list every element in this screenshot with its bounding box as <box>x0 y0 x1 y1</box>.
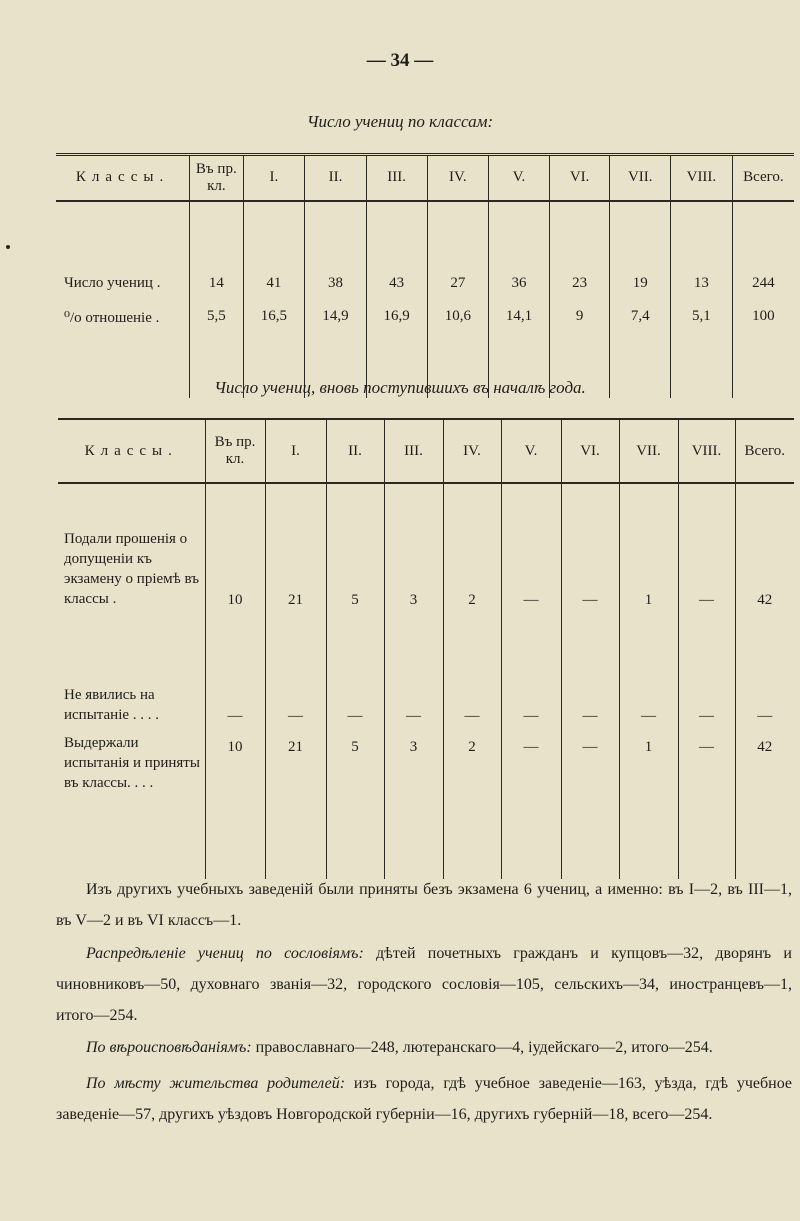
row-label: Число учениц . <box>64 274 161 291</box>
new-admissions-table <box>58 418 794 879</box>
table-row <box>58 733 794 879</box>
table-header-row <box>56 155 794 201</box>
row-label: Выдержали испытанія и приняты въ классы. . . . <box>64 735 200 791</box>
paragraph-text: изъ города, гдѣ учебное заведеніе—163, уѣзда, гдѣ учебное заведеніе—57, другихъ уѣздовъ Новгородской губерніи—16, другихъ губерній—18, всего—254. <box>56 1075 792 1123</box>
table-cell: — <box>678 733 735 879</box>
table-cell: 16,5 <box>243 296 305 398</box>
table-cell: 14 <box>190 201 243 296</box>
table-cell: — <box>561 483 619 617</box>
paragraph-residence <box>56 1068 792 1130</box>
paragraph-lead: По вѣроисповѣданіямъ: <box>86 1039 252 1056</box>
table-cell: — <box>501 617 561 733</box>
paragraph-transfers <box>56 874 792 936</box>
table-cell: 9 <box>549 296 610 398</box>
paragraph-lead: По мѣсту жительства родителей: <box>86 1075 346 1092</box>
table-cell: 5,5 <box>190 296 243 398</box>
table-cell: 38 <box>305 201 367 296</box>
header-cell: IV. <box>427 155 489 201</box>
page-number: — 34 — <box>366 50 434 71</box>
table-cell: 27 <box>427 201 489 296</box>
table-row <box>58 483 794 617</box>
header-cell: II. <box>326 419 384 483</box>
table-cell: 10 <box>205 483 265 617</box>
header-cell: Всего. <box>735 419 794 483</box>
header-cell: V. <box>489 155 550 201</box>
table-cell: 100 <box>732 296 794 398</box>
table-cell: 23 <box>549 201 610 296</box>
table-cell: 2 <box>443 733 501 879</box>
table-cell: 36 <box>489 201 550 296</box>
table-cell: — <box>443 617 501 733</box>
table-cell: 13 <box>671 201 733 296</box>
table-cell: 10 <box>205 733 265 879</box>
table-cell: — <box>561 617 619 733</box>
paragraph-text: Изъ другихъ учебныхъ заведеній были приняты безъ экзамена 6 учениц, а именно: въ I—2, въ III—1, въ V—2 и въ VI классъ—1. <box>56 881 792 929</box>
table-cell: 3 <box>384 483 443 617</box>
header-cell: VIII. <box>678 419 735 483</box>
table-cell: — <box>678 617 735 733</box>
table-header-row <box>58 419 794 483</box>
table-row <box>58 617 794 733</box>
table-cell: — <box>265 617 326 733</box>
header-cell: Въ пр. кл. <box>205 419 265 483</box>
header-cell: Всего. <box>732 155 794 201</box>
table-cell: 42 <box>735 733 794 879</box>
table-cell: 244 <box>732 201 794 296</box>
header-cell: III. <box>384 419 443 483</box>
row-label: ⁰/о отношеніе . <box>64 309 160 326</box>
paragraph-text: православнаго—248, лютеранскаго—4, іудейскаго—2, итого—254. <box>251 1039 713 1056</box>
table-cell: 5,1 <box>671 296 733 398</box>
table-cell: 43 <box>366 201 427 296</box>
table-cell: — <box>735 617 794 733</box>
paragraph-text: дѣтей почетныхъ гражданъ и купцовъ—32, дворянъ и чиновниковъ—50, духовнаго званія—32, городского сословія—105, сельскихъ—34, иностранцевъ—1, итого—254. <box>56 945 792 1024</box>
table-cell: 1 <box>619 483 678 617</box>
header-cell: VI. <box>549 155 610 201</box>
table-row <box>56 201 794 296</box>
table1-caption: Число учениц по классам: <box>306 112 494 131</box>
table2-caption: Число учениц, вновь поступившихъ въ началѣ года. <box>214 378 586 397</box>
header-cell: VI. <box>561 419 619 483</box>
table-cell: — <box>561 733 619 879</box>
table-cell: 41 <box>243 201 305 296</box>
table-cell: — <box>326 617 384 733</box>
table-cell: 2 <box>443 483 501 617</box>
header-cell: VII. <box>610 155 671 201</box>
header-cell: III. <box>366 155 427 201</box>
table-cell: 14,1 <box>489 296 550 398</box>
table-cell: 19 <box>610 201 671 296</box>
header-cell: II. <box>305 155 367 201</box>
header-cell: VII. <box>619 419 678 483</box>
header-cell: Классы. <box>84 442 178 459</box>
table-cell: 7,4 <box>610 296 671 398</box>
paragraph-religion <box>56 1032 792 1063</box>
table-cell: 21 <box>265 483 326 617</box>
table-cell: 21 <box>265 733 326 879</box>
table-cell: — <box>501 483 561 617</box>
row-label: Подали прошенія о допущеніи къ экзамену о пріемѣ въ классы . <box>64 531 199 607</box>
header-cell: I. <box>243 155 305 201</box>
header-cell: Классы. <box>75 169 170 186</box>
table-cell: 5 <box>326 483 384 617</box>
header-cell: VIII. <box>671 155 733 201</box>
header-cell: Въ пр. кл. <box>190 155 243 201</box>
paragraph-estates <box>56 938 792 1031</box>
table-cell: 14,9 <box>305 296 367 398</box>
table-cell: — <box>384 617 443 733</box>
header-cell: V. <box>501 419 561 483</box>
table-cell: — <box>205 617 265 733</box>
paragraph-lead: Распредѣленіе учениц по сословіямъ: <box>86 945 364 962</box>
margin-dot <box>6 245 10 249</box>
row-label: Не явились на испытаніе . . . . <box>64 687 160 723</box>
table-cell: 5 <box>326 733 384 879</box>
header-cell: I. <box>265 419 326 483</box>
students-by-class-table <box>56 153 794 398</box>
table-cell: — <box>619 617 678 733</box>
table-cell: 16,9 <box>366 296 427 398</box>
table-cell: 42 <box>735 483 794 617</box>
table-cell: 3 <box>384 733 443 879</box>
table-cell: 1 <box>619 733 678 879</box>
header-cell: IV. <box>443 419 501 483</box>
table-cell: — <box>678 483 735 617</box>
table-cell: — <box>501 733 561 879</box>
table-cell: 10,6 <box>427 296 489 398</box>
